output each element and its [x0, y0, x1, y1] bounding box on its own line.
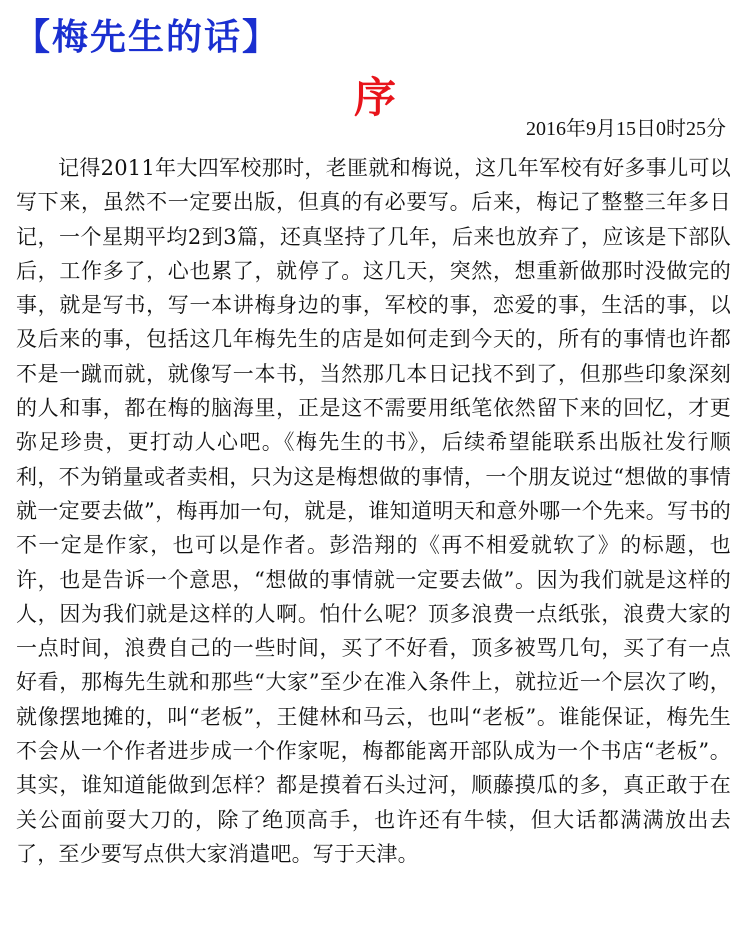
heading-bracket-close: 】	[242, 16, 281, 58]
column-heading	[14, 8, 280, 60]
column-title: 梅先生的话	[52, 16, 243, 58]
article-title: 序	[353, 73, 396, 122]
article-body: 记得2011年大四军校那时，老匪就和梅说，这几年军校有好多事儿可以写下来，虽然不一定要出版，但真的有必要写。后来，梅记了整整三年多日记，一个星期平均2到3篇，还真坚持了几年，后来也放弃了，应该是下部队后，工作多了，心也累了，就停了。这几天，突然，想重新做那时没做完的事，就是写书，写一本讲梅身边的事，军校的事，恋爱的事，生活的事，以及后来的事，包括这几年梅先生的店是如何走到今天的，所有的事情也许都不是一蹴而就，就像写一本书，当然那几本日记找不到了，但那些印象深刻的人和事，都在梅的脑海里，正是这不需要用纸笔依然留下来的回忆，才更弥足珍贵，更打动人心吧。《梅先生的书》，后续希望能联系出版社发行顺利，不为销量或者卖相，只为这是梅想做的事情，一个朋友说过“想做的事情就一定要去做”，梅再加一句，就是，谁知道明天和意外哪一个先来。写书的不一定是作家，也可以是作者。彭浩翔的《再不相爱就软了》的标题，也许，也是告诉一个意思，“想做的事情就一定要去做”。因为我们就是这样的人，因为我们就是这样的人啊。怕什么呢？顶多浪费一点纸张，浪费大家的一点时间，浪费自己的一些时间，买了不好看，顶多被骂几句，买了有一点好看，那梅先生就和那些“大家”至少在准入条件上，就拉近一个层次了哟，就像摆地摊的，叫“老板”，王健林和马云，也叫“老板”。谁能保证，梅先生不会从一个作者进步成一个作家呢，梅都能离开部队成为一个书店“老板”。其实，谁知道能做到怎样？都是摸着石头过河，顺藤摸瓜的多，真正敢于在关公面前耍大刀的，除了绝顶高手，也许还有牛犊，但大话都满满放出去了，至少要写点供大家消遣吧。写于天津。	[16, 156, 731, 866]
heading-bracket-open: 【	[14, 16, 53, 58]
article-date: 2016年9月15日0时25分	[526, 118, 726, 140]
